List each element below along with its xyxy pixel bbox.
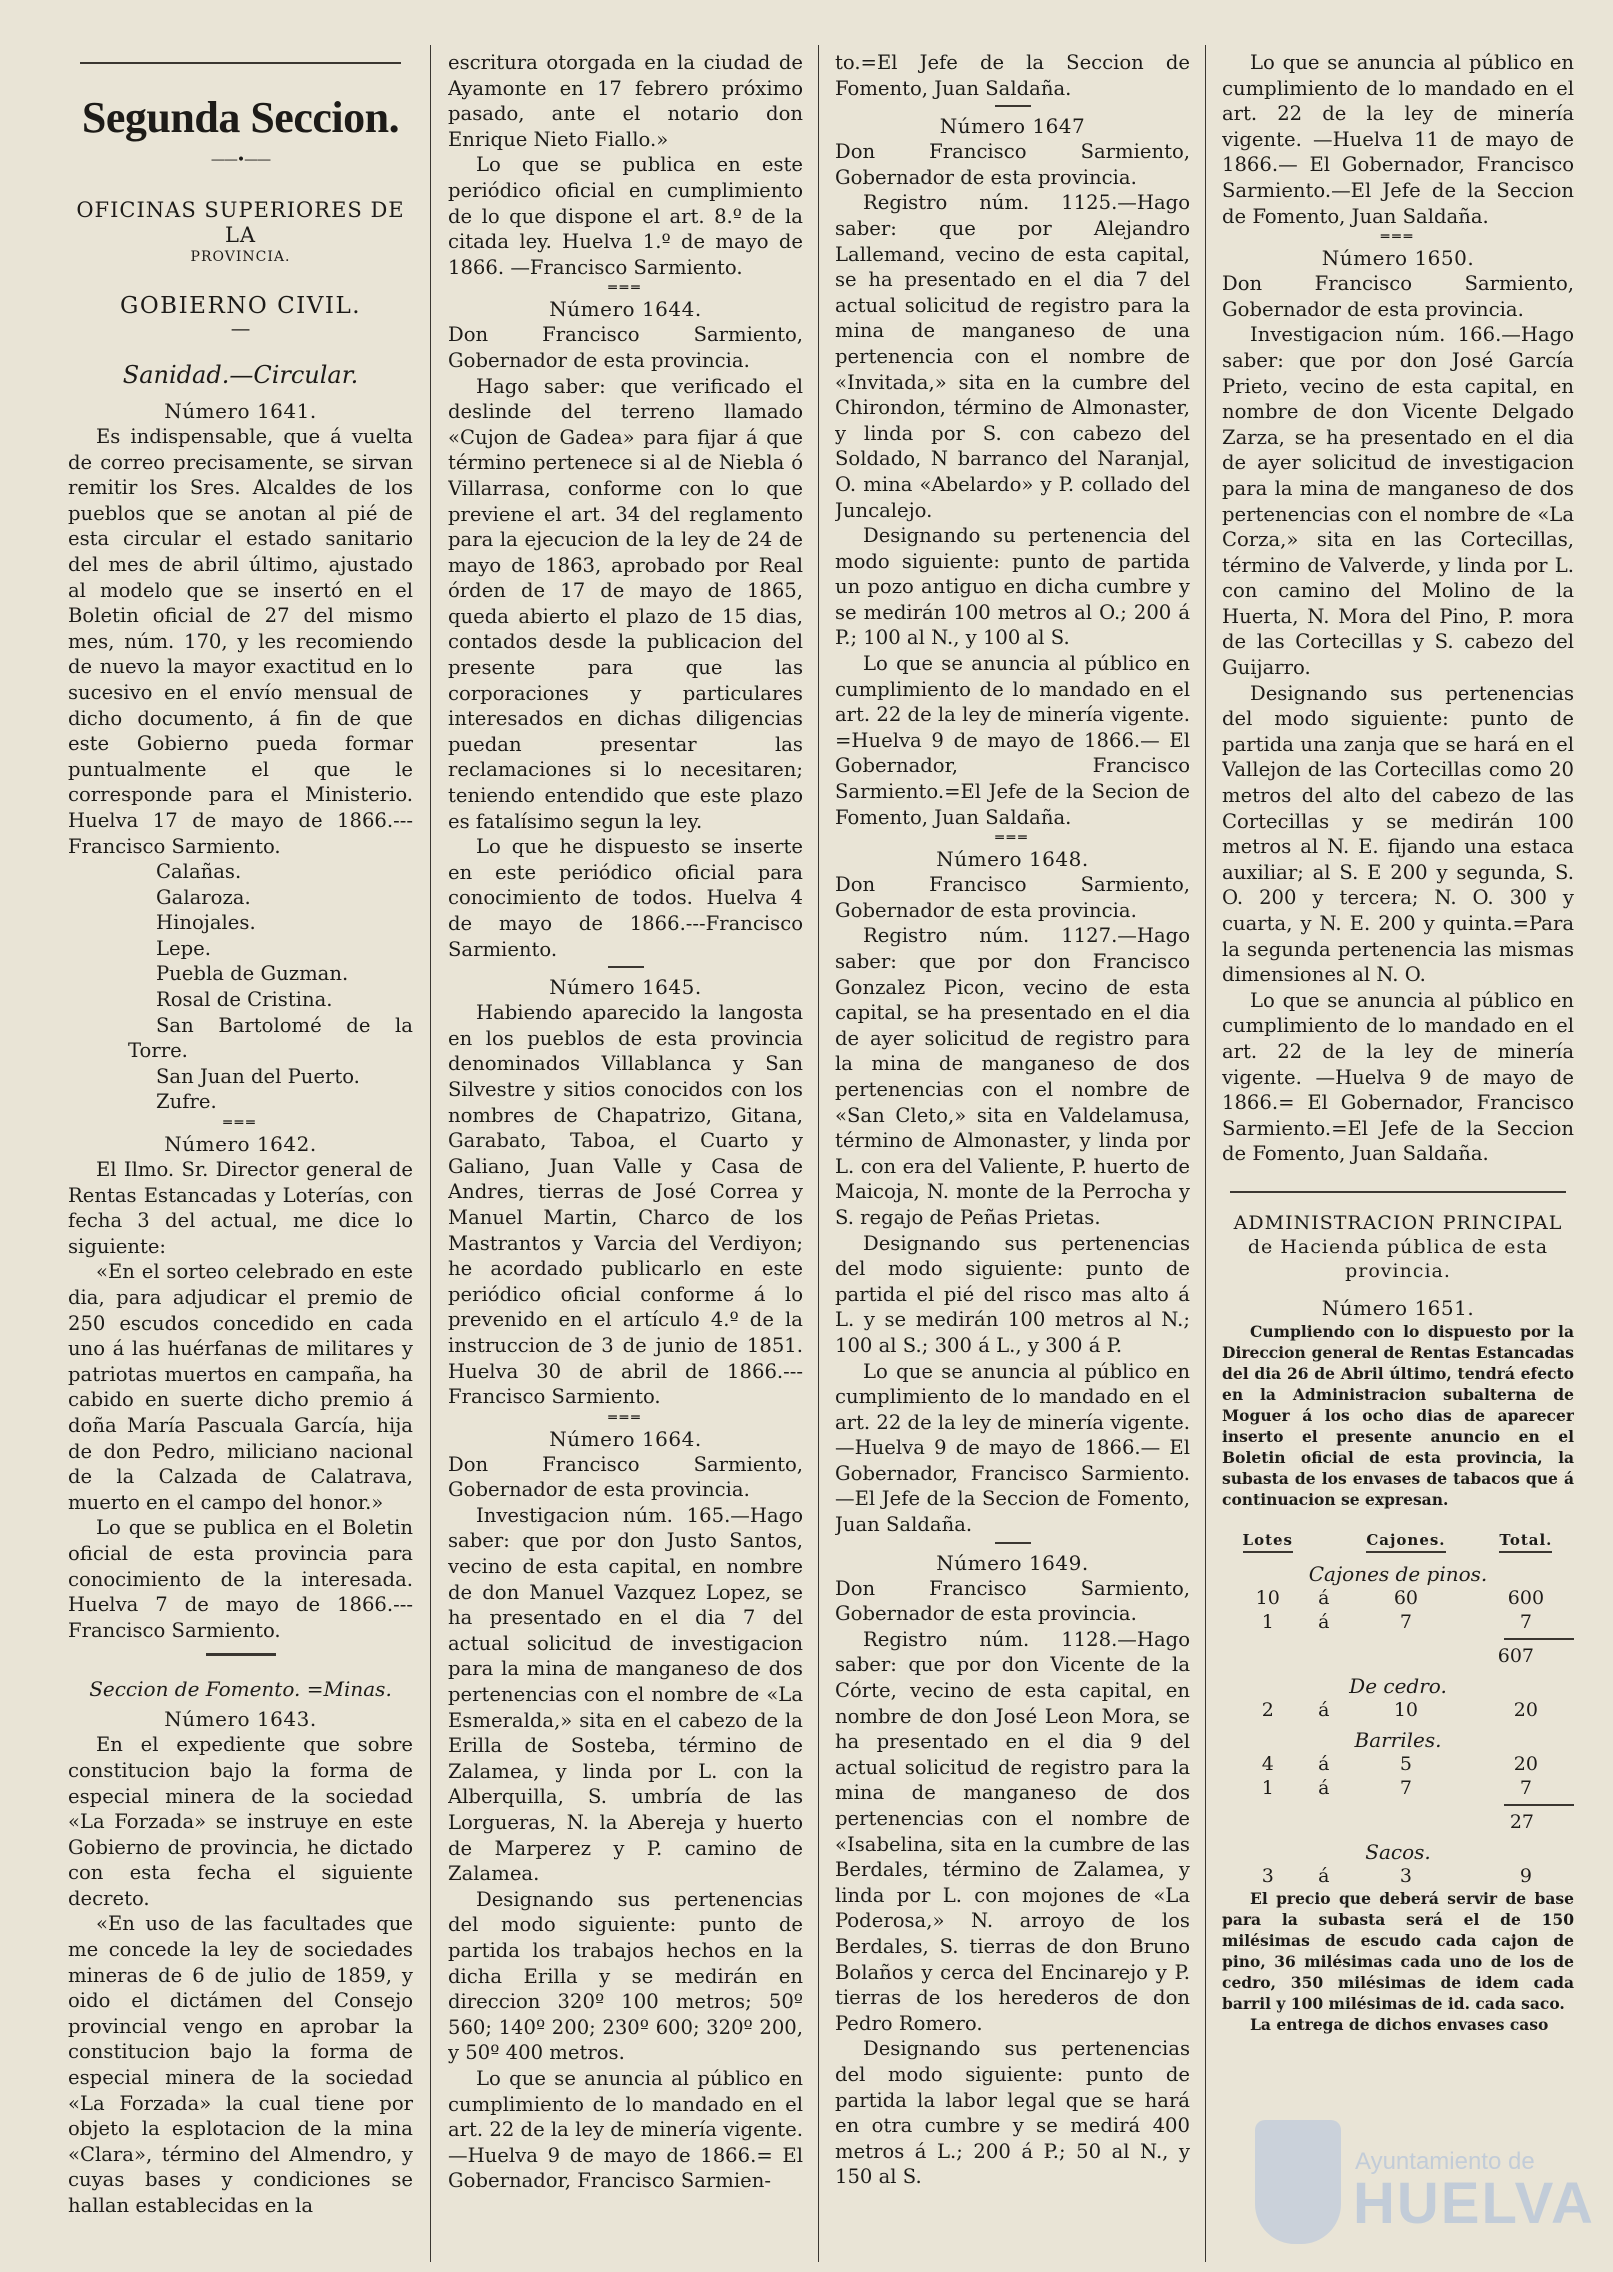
table-row: 10 á 60 600: [1255, 1586, 1545, 1609]
notice-text: Designando sus pertenencias del modo siguiente: punto de partida los trabajos hechos en la dicha Erilla y se medirán en direccion 320º 100 metros; 50º 560; 140º 200; 230º 600; 320º 200, y 50º 400 metros.: [448, 1887, 803, 2065]
notice-number: Número 1650.: [1321, 246, 1475, 271]
column-rule: [1205, 45, 1206, 2262]
notice-text: Lo que se anuncia al público en cumplimiento de lo mandado en el art. 22 de la ley de minería vigente. =Huelva 9 de mayo de 1866.— El Gobernador, Francisco Sarmiento.=El Jefe de la Secion de Fomento, Juan Saldaña.: [835, 652, 1190, 829]
column-header: [1314, 1520, 1335, 1556]
office-heading-sub: PROVINCIA.: [190, 249, 291, 265]
town-item: San Bartolomé de la Torre.: [128, 1013, 413, 1063]
lots-table: [1222, 1520, 1574, 1888]
notice-text: Habiendo aparecido la langosta en los pueblos de esta provincia denominados Villablanca y San Silvestre y sitios conocidos con los nombres de Chapatrizo, Gitana, Garabato, Taboa, el Cuarto y Galiano, Juan Valle y Casa de Andres, tierras de José Correa y Manuel Martin, Charco de los Mastrantos y Varcia del Verdiyon; he acordado publicarlo en este periódico oficial conforme á lo prevenido en el artículo 4.º de la instruccion de 3 de junio de 1851. Huelva 30 de abril de 1866.---Francisco Sarmiento.: [448, 1001, 803, 1409]
separator-line: [995, 105, 1031, 107]
notice-number: Número 1648.: [936, 847, 1089, 872]
notice-text: Lo que se publica en el Boletin oficial de esta provincia para conocimiento de la interesada. Huelva 7 de mayo de 1866.---Francisco Sarmiento.: [68, 1516, 413, 1642]
notice-heading: Don Francisco Sarmiento, Gobernador de esta provincia.: [448, 1452, 803, 1502]
category-label: Barriles.: [1354, 1727, 1442, 1752]
notice-text: Hago saber: que verificado el deslinde del terreno llamado «Cujon de Gadea» para fijar á que término pertenece si al de Niebla ó Villarrasa, conforme con lo que previene el art. 34 del reglamento para la ejecucion de la ley de 24 de mayo de 1863, aprobado por Real órden de 17 de mayo de 1865, queda abierto el plazo de 15 dias, contados desde la publicacion del presente para que las corporaciones y particulares interesados en dichas diligencias puedan presentar las reclamaciones si lo necesitaren; teniendo entendido que este plazo es fatalísimo segun la ley.: [448, 374, 803, 833]
notice-text: «En el sorteo celebrado en este dia, para adjudicar el premio de 250 escudos concedido en cada uno á las huérfanas de militares y patriotas muertos en campaña, ha cabido en suerte dicho premio á doña María Pascuala García, hija de don Pedro, miliciano nacional de la Calzada de Calatrava, muerto en el campo del honor.»: [68, 1260, 413, 1514]
notice-text: Registro núm. 1127.—Hago saber: que por don Francisco Gonzalez Picon, vecino de esta capital, se ha presentado en el dia de ayer solicitud de registro para la mina de manganeso de dos pertenencias con el nombre de «San Cleto,» sita en Valdelamusa, término de Almonaster, y linda por L. con era del Valiente, P. huerto de Maicoja, N. monte de la Perrocha y S. regajo de Peñas Prietas.: [835, 924, 1190, 1229]
notice-number: Número 1651.: [1321, 1295, 1475, 1320]
notice-number: Número 1642.: [164, 1132, 317, 1157]
column-header: Total.: [1478, 1520, 1574, 1556]
separator: ═══: [223, 1115, 258, 1132]
column-header: Cajones.: [1334, 1520, 1478, 1556]
notice-text: «En uso de las facultades que me concede la ley de sociedades mineras de 6 de julio de 1859, y oido el dictámen del Consejo provincial vengo en aprobar la constitucion bajo la forma de especial minera de la sociedad «La Forzada» la cual tiene por objeto la esplotacion de la mina «Clara», término del Almendro, y cuyas bases y condiciones se hallan establecidas en la: [68, 1912, 413, 2217]
table-header-row: [1222, 1520, 1574, 1556]
notice-text: La entrega de dichos envases caso: [1250, 2014, 1549, 2034]
notice-text: escritura otorgada en la ciudad de Ayamonte en 17 febrero próximo pasado, ante el notario don Enrique Nieto Fiallo.»: [448, 51, 803, 151]
category-label: Cajones de pinos.: [1308, 1561, 1488, 1586]
notice-number: Número 1664.: [549, 1426, 702, 1451]
notice-heading: Don Francisco Sarmiento, Gobernador de esta provincia.: [835, 140, 1190, 189]
notice-heading: Don Francisco Sarmiento, Gobernador de esta provincia.: [835, 1576, 1190, 1626]
separator: ═══: [608, 1409, 643, 1426]
gobierno-heading: GOBIERNO CIVIL.: [119, 293, 362, 319]
notice-number: Número 1643.: [164, 1707, 317, 1732]
separator: ═══: [1380, 229, 1416, 246]
separator-line: [608, 966, 644, 968]
table-row: 4 á 5 20: [1261, 1752, 1538, 1775]
notice-text: Investigacion núm. 166.—Hago saber: que por don José García Prieto, vecino de esta capital, en nombre de don Vicente Delgado Zarza, se ha presentado en el dia de ayer solicitud de investigacion para la mina de manganeso de dos pertenencias con el nombre de «La Corza,» sita en las Cortecillas, término de Valverde, y linda por L. con camino del Molino de la Huerta, N. Mora del Pino, P. mora de las Cortecillas y S. cabezo del Guijarro.: [1222, 323, 1574, 680]
notice-text: Lo que se anuncia al público en cumplimiento de lo mandado en el art. 22 de la ley de minería vigente. —Huelva 9 de mayo de 1866.= El Gobernador, Francisco Sarmiento.=El Jefe de la Seccion de Fomento, Juan Saldaña.: [1222, 988, 1574, 1166]
notice-number: Número 1641.: [164, 399, 317, 423]
watermark-text: Ayuntamiento de: [1355, 2148, 1535, 2175]
subtotal: 27: [1509, 1810, 1534, 1833]
notice-text: Designando sus pertenencias del modo siguiente: punto de partida una zanja que se hará en el Vallejon de las Cortecillas como 20 metros del alto del cabezo de las Cortecillas y se medirán 100 metros al N. E. fijando una estaca auxiliar; al S. E 200 y segunda, S. O. 200 y tercera; N. O. 300 y cuarta, y N. E. 200 y quinta.=Para la segunda pertenencia las mismas dimensiones al N. O.: [1222, 681, 1574, 987]
section-rule: [1230, 1191, 1566, 1193]
total-rule: [1504, 1804, 1574, 1806]
column-4: [1222, 50, 1574, 2262]
notice-text: Designando sus pertenencias del modo siguiente: punto de partida el pié del risco mas alto á L. y se medirán 100 metros al N.; 100 al S.; 300 á L., y 300 á P.: [835, 1231, 1190, 1357]
notice-number: Número 1644.: [549, 297, 702, 322]
town-item: Galaroza.: [156, 885, 251, 909]
watermark-text: HUELVA: [1353, 2171, 1595, 2236]
notice-text: Lo que se anuncia al público en cumplimiento de lo mandado en el art. 22 de la ley de minería vigente. —Huelva 9 de mayo de 1866.= El Gobernador, Francisco Sarmien-: [448, 2066, 803, 2193]
town-item: Lepe.: [156, 936, 211, 960]
notice-text: to.=El Jefe de la Seccion de Fomento, Juan Saldaña.: [835, 51, 1190, 100]
category-label: Sacos.: [1365, 1839, 1431, 1864]
notice-heading: Don Francisco Sarmiento, Gobernador de esta provincia.: [835, 873, 1190, 922]
office-heading: OFICINAS SUPERIORES DE LA: [76, 198, 405, 247]
separator: ═══: [608, 280, 643, 297]
column-rule: [430, 45, 431, 2262]
notice-text: Registro núm. 1128.—Hago saber: que por don Vicente de la Córte, vecino de esta capital, en nombre de don José Leon Mora, se ha presentado en el dia 9 del actual solicitud de registro para la mina de manganeso de dos pertenencias con el nombre de «Isabelina, sita en la cumbre de las Berdales, término de Zalamea, y linda por L. con mojones de «La Poderosa,» N. arroyo de los Berdales, S. tierras de don Bruno Bolaños y cerca del Encinarejo y P. tierras de los herederos de don Pedro Romero.: [835, 1627, 1190, 2035]
coat-of-arms-icon: [1255, 2120, 1341, 2244]
table-row: 3 á 3 9: [1261, 1864, 1532, 1887]
town-item: Rosal de Cristina.: [156, 988, 333, 1012]
town-item: Zufre.: [156, 1090, 217, 1114]
total-rule: [1504, 1638, 1574, 1640]
separator: ═══: [995, 830, 1030, 847]
section-title: Segunda Seccion.: [81, 93, 400, 142]
subtotal: 607: [1497, 1644, 1534, 1667]
notice-text: Es indispensable, que á vuelta de correo precisamente, se sirvan remitir los Sres. Alcaldes de los pueblos que se anotan al pié de esta circular el estado sanitario del mes de abril último, ajustado al modelo que se insertó en el Boletin oficial de 27 del mismo mes, núm. 170, y les recomiendo de nuevo la mayor exactitud en lo sucesivo en el envío mensual de dicho documento, á fin de que este Gobierno pueda formar puntualmente el que le corresponde para el Ministerio. Huelva 17 de mayo de 1866.---Francisco Sarmiento.: [68, 425, 413, 858]
category-label: De cedro.: [1349, 1673, 1447, 1698]
notice-text: Lo que se anuncia al público en cumplimiento de lo mandado en el art. 22 de la ley de minería vigente. —Huelva 9 de mayo de 1866.— El Gobernador, Francisco Sarmiento.—El Jefe de la Seccion de Fomento, Juan Saldaña.: [835, 1359, 1190, 1537]
divider-dash: —: [230, 317, 251, 340]
notice-number: Número 1647: [939, 114, 1086, 139]
column-2: [448, 50, 803, 2262]
top-rule: [80, 62, 401, 64]
notice-heading: Don Francisco Sarmiento, Gobernador de esta provincia.: [1222, 272, 1574, 321]
admin-subheading: de Hacienda pública de esta provincia.: [1247, 1235, 1549, 1282]
column-3: [835, 50, 1190, 2262]
notice-text: Lo que se publica en este periódico oficial en cumplimiento de lo que dispone el art. 8.º de la citada ley. Huelva 1.º de mayo de 1866. —Francisco Sarmiento.: [448, 153, 803, 279]
notice-text: Investigacion núm. 165.—Hago saber: que por don Justo Santos, vecino de esta capital, en nombre de don Manuel Vazquez Lopez, se ha presentado en el dia 7 del actual solicitud de investigacion para la mina de manganeso de dos pertenencias con el nombre de «La Esmeralda,» sita en el cabezo de la Erilla de Sosteba, término de Zalamea, y linda por L. con la Alberquilla, S. umbría de las Lorgueras, N. la Abereja y huerto de Marperez y P. camino de Zalamea.: [448, 1503, 803, 1886]
notice-text: Designando sus pertenencias del modo siguiente: punto de partida la labor legal que se hará en otra cumbre y se medirá 400 metros á L.; 200 á P.; 50 al N., y 150 al S.: [835, 2037, 1190, 2189]
column-header: Lotes: [1222, 1520, 1314, 1556]
notice-text: Lo que he dispuesto se inserte en este periódico oficial para conocimiento de todos. Huelva 4 de mayo de 1866.---Francisco Sarmiento.: [448, 835, 803, 961]
table-row: 2 á 10 20: [1261, 1698, 1538, 1721]
town-item: Hinojales.: [156, 911, 256, 935]
column-rule: [818, 45, 819, 2262]
notice-text: El Ilmo. Sr. Director general de Rentas Estancadas y Loterías, con fecha 3 del actual, me dice lo siguiente:: [68, 1158, 413, 1258]
notice-text: El precio que deberá servir de base para la subasta será el de 150 milésimas de escudo cada cajon de pino, 36 milésimas cada uno de los de cedro, 350 milésimas de idem cada barril y 100 milésimas de id. cada saco.: [1222, 1888, 1574, 2013]
admin-heading: ADMINISTRACION PRINCIPAL: [1233, 1211, 1563, 1234]
sanidad-heading: Sanidad.—Circular.: [122, 361, 359, 389]
table-row: 1 á 7 7: [1261, 1776, 1532, 1799]
table-row: 1 á 7 7: [1261, 1610, 1532, 1633]
town-item: San Juan del Puerto.: [156, 1064, 360, 1088]
column-1: [68, 50, 413, 2262]
town-item: Calañas.: [156, 860, 242, 884]
notice-heading: Don Francisco Sarmiento, Gobernador de esta provincia.: [448, 323, 803, 372]
notice-number: Número 1649.: [936, 1550, 1089, 1575]
ornament: ——•——: [210, 152, 271, 168]
notice-text: Lo que se anuncia al público en cumplimiento de lo mandado en el art. 22 de la ley de minería vigente. —Huelva 11 de mayo de 1866.— El Gobernador, Francisco Sarmiento.—El Jefe de la Seccion de Fomento, Juan Saldaña.: [1222, 51, 1574, 228]
separator-line: [995, 1542, 1031, 1544]
notice-text: Designando su pertenencia del modo siguiente: punto de partida un pozo antiguo en dicha cumbre y se medirán 100 metros al O.; 200 á P.; 100 al N., y 100 al S.: [835, 524, 1190, 650]
fomento-heading: Seccion de Fomento. =Minas.: [89, 1677, 392, 1702]
notice-text: Cumpliendo con lo dispuesto por la Direccion general de Rentas Estancadas del dia 26 de Abril último, tendrá efecto en la Administracion subalterna de Moguer á los ocho dias de aparecer inserto el presente anuncio en el Boletin oficial de esta provincia, la subasta de los envases de tabacos que á continuacion se expresan.: [1222, 1321, 1574, 1509]
town-item: Puebla de Guzman.: [156, 962, 349, 986]
watermark: [1255, 2108, 1595, 2258]
notice-number: Número 1645.: [549, 975, 702, 1000]
separator-line: [206, 1653, 276, 1656]
notice-text: En el expediente que sobre constitucion bajo la forma de especial minera de la sociedad «La Forzada» se instruye en este Gobierno de provincia, he dictado con esta fecha el siguiente decreto.: [68, 1733, 413, 1910]
notice-text: Registro núm. 1125.—Hago saber: que por Alejandro Lallemand, vecino de esta capital, se ha presentado en el dia 7 del actual solicitud de registro para la mina de manganeso de una pertenencia con el nombre de «Invitada,» sita en la cumbre del Chirondon, término de Almonaster, y linda por S. con cabezo del Soldado, N barranco del Naranjal, O. mina «Abelardo» y P. collado del Juncalejo.: [835, 191, 1190, 522]
